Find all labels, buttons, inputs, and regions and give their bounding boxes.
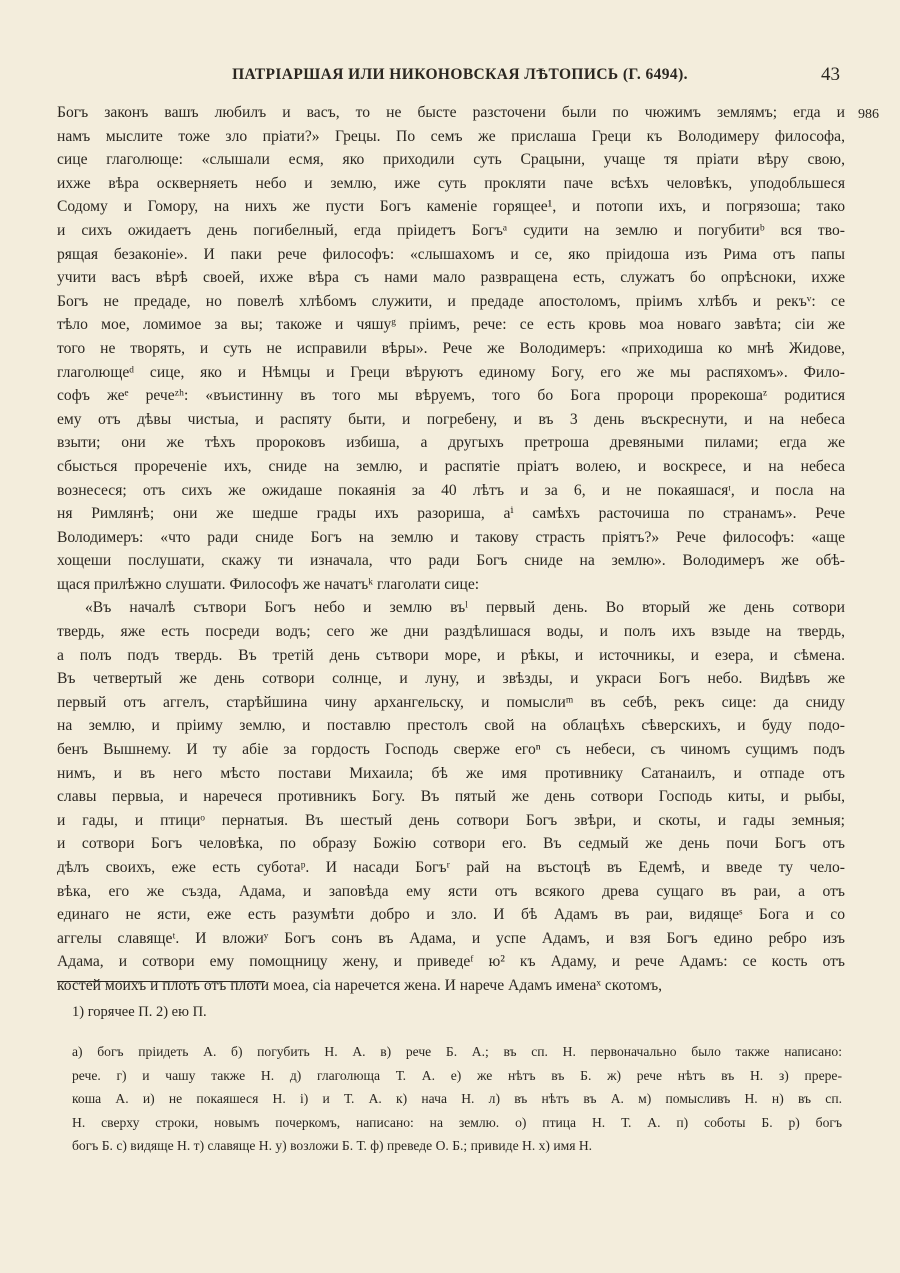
margin-year: 986	[858, 107, 879, 122]
text-line: Адама, и сотвори ему помощницу жену, и приведеᶠ ю² къ Адаму, и рече Адамъ: се кость отъ	[57, 953, 845, 971]
footnote-line: а) богъ пріидеть А. б) погубить Н. А. в) рече Б. А.; въ сп. Н. первоначально было также написано:	[72, 1044, 842, 1059]
text-line: вѣка, его же създа, Адама, и заповѣда ему ясти отъ всякого древа сущаго въ раи, а отъ	[57, 882, 845, 900]
text-line: и гады, и птициᵒ пернатыя. Въ шестый день сотвори Богъ звѣри, и скоты, и гады земныя;	[57, 811, 845, 829]
chronicle-text	[57, 101, 845, 998]
text-line: единаго не ясти, еже есть разумѣти добро и зло. И бѣ Адамъ въ раи, видящеˢ Бога и со	[57, 906, 845, 924]
numeric-footnotes: 1) горячее П. 2) ею П.	[72, 1004, 207, 1020]
text-line: щася прилѣжно слушати. Философъ же начатъᵏ глаголати сице:	[57, 575, 480, 593]
text-line: того не творять, и суть не исправили вѣры». Рече же Володимеръ: «приходиша ко мнѣ Жидове,	[57, 339, 845, 357]
footnote-line: богъ Б. с) видяще Н. т) славяще Н. у) возложи Б. Т. ф) преведе О. Б.; привиде Н. х) имя Н.	[72, 1138, 593, 1153]
text-line: ихже вѣра оскверняеть небо и землю, иже суть прокляти паче всѣхъ человѣкъ, уподобльшеся	[57, 174, 845, 192]
text-line: ня Римлянѣ; они же шедше грады ихъ разориша, аⁱ самѣхъ расточиша по странамъ». Рече	[57, 505, 845, 523]
text-line: сбысться прореченіе ихъ, сниде на землю, и распятіе пріатъ волею, и воскресе, и на небеса	[57, 457, 845, 475]
text-line: на землю, и пріиму землю, и поставлю престолъ свой на облацѣхъ сѣверскихъ, и буду подо-	[57, 717, 845, 735]
text-line: славы первыа, и наречеся противникъ Богу. Въ пятый же день сотвори Господь киты, и рыбы,	[57, 788, 845, 806]
text-line: нимъ, и въ него мѣсто постави Михаила; бѣ же имя противнику Сатанаилъ, и отпаде отъ	[57, 764, 845, 782]
text-line: рящая безаконіе». И паки рече философъ: «слышахомъ и се, яко пріидоша изъ Рима отъ папы	[57, 245, 845, 263]
text-line: костей моихъ и плоть отъ плоти моеа, сіа наречется жена. И нарече Адамъ именаˣ скотомъ,	[57, 976, 663, 994]
text-line: а полъ подъ твердь. Въ третій день сътвори море, и рѣкы, и источникы, и езера, и сѣмена.	[57, 646, 845, 664]
text-line: намъ мыслите тоже зло пріати?» Грецы. По семъ же прислаша Греци къ Володимеру философа,	[57, 127, 845, 145]
text-line: аггелы славящеᵗ. И вложиʸ Богъ сонъ въ Адама, и успе Адамъ, и взя Богъ едино ребро изъ	[57, 929, 845, 947]
footnote-line: рече. г) и чашу также Н. д) глаголюща Т. А. е) же нѣтъ въ Б. ж) рече нѣтъ въ Н. з) прере-	[72, 1067, 842, 1083]
text-line: и сотвори Богъ человѣка, по образу Божію сотвори его. Въ седмый же день почи Богъ отъ	[57, 835, 845, 853]
text-line: Володимеръ: «что ради сниде Богъ на землю и такову страсть пріятъ?» Рече философъ: «аще	[57, 528, 845, 546]
lettered-footnotes	[72, 1040, 842, 1158]
text-line: «Въ началѣ сътвори Богъ небо и землю въˡ первый день. Во вторый же день сотвори	[85, 599, 845, 617]
text-line: Богъ законъ вашъ любилъ и васъ, то не бысте разсточени были по чюжимъ землямъ; егда и	[57, 104, 845, 121]
text-line: софъ жеᵉ речеᶻʰ: «въистинну въ того мы вѣруемъ, того бо Бога пророци прорекошаᶻ родитися	[57, 387, 845, 405]
text-line: глаголющеᵈ сице, яко и Нѣмцы и Греци вѣруютъ единому Богу, его же мы распяхомъ». Фило-	[57, 363, 845, 381]
text-line: Содому и Гомору, на нихъ же пусти Богъ каменіе горящее¹, и потопи ихъ, и погрязоша; тако	[57, 198, 845, 216]
text-line: бенъ Вышнему. И ту абіе за гордость Господь сверже егоⁿ съ небеси, съ чиномъ сущимъ подъ	[57, 741, 845, 759]
page-number: 43	[821, 64, 840, 85]
text-line: первый отъ аггелъ, старѣйшина чину архангельску, и помыслиᵐ въ себѣ, рекъ сице: да сниду	[57, 693, 845, 711]
running-head	[60, 64, 840, 88]
text-line: вознесеся; отъ сихъ же ожидаше покаянія за 40 лѣтъ и за 6, и не покаяшасяᶦ, и посла на	[57, 481, 845, 499]
footnote-line: Н. сверху строки, новымъ почеркомъ, написано: на землю. о) птица Н. Т. А. п) соботы Б. р) богъ	[72, 1114, 842, 1130]
text-line: ему отъ дѣвы чистыа, и распяту быти, и погребену, и въ 3 день въскреснути, и на небеса	[57, 410, 845, 428]
text-line: учити васъ вѣрѣ своей, ихже вѣра съ нами мало развращена есть, служатъ бо опрѣсноки, ихже	[57, 269, 845, 287]
footnote-rule	[57, 981, 265, 982]
text-line: и сихъ ожидаетъ день погибелный, егда пріидетъ Богъᵃ судити на землю и погубитиᵇ вся тво-	[57, 221, 845, 239]
text-line: Богъ не предаде, но повелѣ хлѣбомъ служити, и предаде апостоломъ, пріимъ хлѣбъ и рекъᵛ: се	[57, 292, 845, 310]
text-line: сице глаголюще: «слышали есмя, яко приходили суть Срацыни, учаще тя пріати вѣру свою,	[57, 151, 845, 169]
text-line: хощеши послушати, скажу ти изначала, что ради Богъ сниде на землю». Володимеръ же обѣ-	[57, 552, 845, 570]
text-line: твердь, яже есть посреди водъ; сего же дни раздѣлишася воды, и полъ ихъ взыде на твердь,	[57, 623, 845, 641]
running-title: ПАТРІАРШАЯ ИЛИ НИКОНОВСКАЯ ЛѢТОПИСЬ (Г. 6494).	[232, 66, 688, 83]
footnote-line: коша А. и) не покаяшеся Н. і) и Т. А. к) нача Н. л) въ нѣтъ въ А. м) помысливъ Н. н) въ сп.	[72, 1091, 842, 1106]
text-line: взыти; они же тѣхъ пророковъ избиша, а другыхъ претроша древяными пилами; егда же	[57, 434, 845, 452]
text-line: тѣло мое, ломимое за вы; такоже и чяшуᵍ пріимъ, рече: се есть кровь моа новаго завѣта; сіи же	[57, 316, 845, 334]
text-line: Въ четвертый же день сотвори солнце, и луну, и звѣзды, и украси Богъ небо. Видѣвъ же	[57, 670, 845, 688]
text-line: дѣлъ своихъ, еже есть суботаᵖ. И насади Богъʳ рай на въстоцѣ въ Едемѣ, и введе ту чело-	[57, 859, 845, 876]
